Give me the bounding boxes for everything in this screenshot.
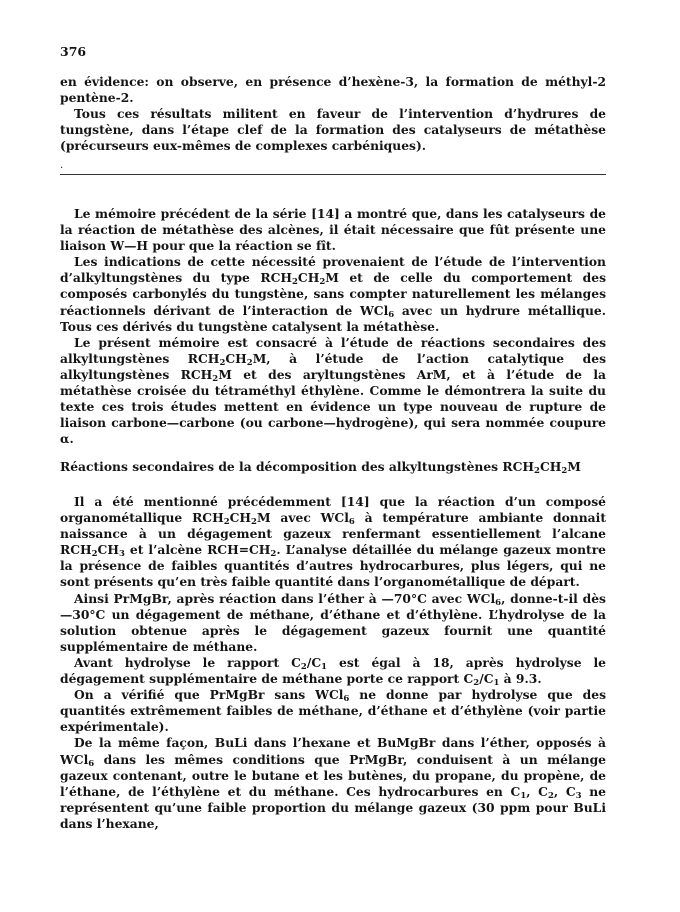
page-number: 376: [60, 44, 87, 59]
top-paragraph-continued: en évidence: on observe, en présence d’hexène-3, la formation de méthyl-2 pentène-2.: [60, 74, 606, 106]
top-paragraph-conclusion: Tous ces résultats militent en faveur de l’intervention d’hydrures de tungstène, dans l’étape clef de la formation des catalyseurs de métathèse (précurseurs eux-mêmes de complexes carbéniques).: [60, 106, 606, 154]
separator-rule: [60, 174, 606, 175]
body-paragraph-4: On a vérifié que PrMgBr sans WCl$_6$ ne donne par hydrolyse que des quantités extrêmement faibles de méthane, d’éthane et d’éthylène (voir partie expérimentale).: [60, 687, 606, 735]
body-paragraph-3: Avant hydrolyse le rapport $C_2/C_1$ est égal à 18, après hydrolyse le dégagement supplémentaire de méthane porte ce rapport $C_2/C_1$ à 9.3.: [60, 654, 606, 689]
body-block: [60, 494, 606, 832]
section-heading: Réactions secondaires de la décomposition des alkyltungstènes $RCH_2CH_2M$: [60, 459, 581, 476]
body-paragraph-1: Il a été mentionné précédemment [14] que la réaction d’un composé organométallique $RCH_2CH_2M$ avec WCl$_6$ à température ambiante donnait naissance à un dégagement gazeux renfermant essentiellement l’alcane $RCH_2CH_3$ et l’alcène $RCH=CH_2$. L’analyse détaillée du mélange gazeux montre la présence de faibles quantités d’autres hydrocarbures, plus légers, qui ne sont présents qu’en très faible quantité dans l’organométallique de départ.: [60, 494, 607, 590]
body-paragraph-5: De la même façon, BuLi dans l’hexane et BuMgBr dans l’éther, opposés à WCl$_6$ dans les mêmes conditions que PrMgBr, conduisent à un mélange gazeux contenant, outre le butane et les butènes, du propane, du propène, de l’éthane, de l’éthylène et du méthane. Ces hydrocarbures en $C_1$, $C_2$, $C_3$ ne représentent qu’une faible proportion du mélange gazeux (30 ppm pour BuLi dans l’hexane,: [60, 735, 607, 831]
intro-paragraph-1: Le mémoire précédent de la série [14] a montré que, dans les catalyseurs de la réaction de métathèse des alcènes, il était nécessaire que fût présente une liaison W—H pour que la réaction se fît.: [60, 206, 606, 254]
body-paragraph-2: Ainsi PrMgBr, après réaction dans l’éther à —70°C avec WCl$_6$, donne-t-il dès —30°C un dégagement de méthane, d’éthane et d’éthylène. L’hydrolyse de la solution obtenue après le dégagement gazeux fournit une quantité supplémentaire de méthane.: [60, 590, 606, 654]
top-block: [60, 74, 606, 154]
intro-paragraph-2: Les indications de cette nécessité provenaient de l’étude de l’intervention d’alkyltungstènes du type $RCH_2CH_2M$ et de celle du comportement des composés carbonylés du tungstène, sans compter naturellement les mélanges réactionnels dérivant de l’interaction de WCl$_6$ avec un hydrure métallique. Tous ces dérivés du tungstène catalysent la métathèse.: [60, 254, 606, 334]
intro-block: [60, 206, 606, 447]
separator-mark: .: [60, 160, 64, 171]
intro-paragraph-3: Le présent mémoire est consacré à l’étude de réactions secondaires des alkyltungstènes $RCH_2CH_2M$, à l’étude de l’action catalytique des alkyltungstènes $RCH_2M$ et des aryltungstènes ArM, et à l’étude de la métathèse croisée du tétraméthyl éthylène. Comme le démontrera la suite du texte ces trois études mettent en évidence un type nouveau de rupture de liaison carbone—carbone (ou carbone—hydrogène), qui sera nommée coupure α.: [60, 334, 607, 447]
